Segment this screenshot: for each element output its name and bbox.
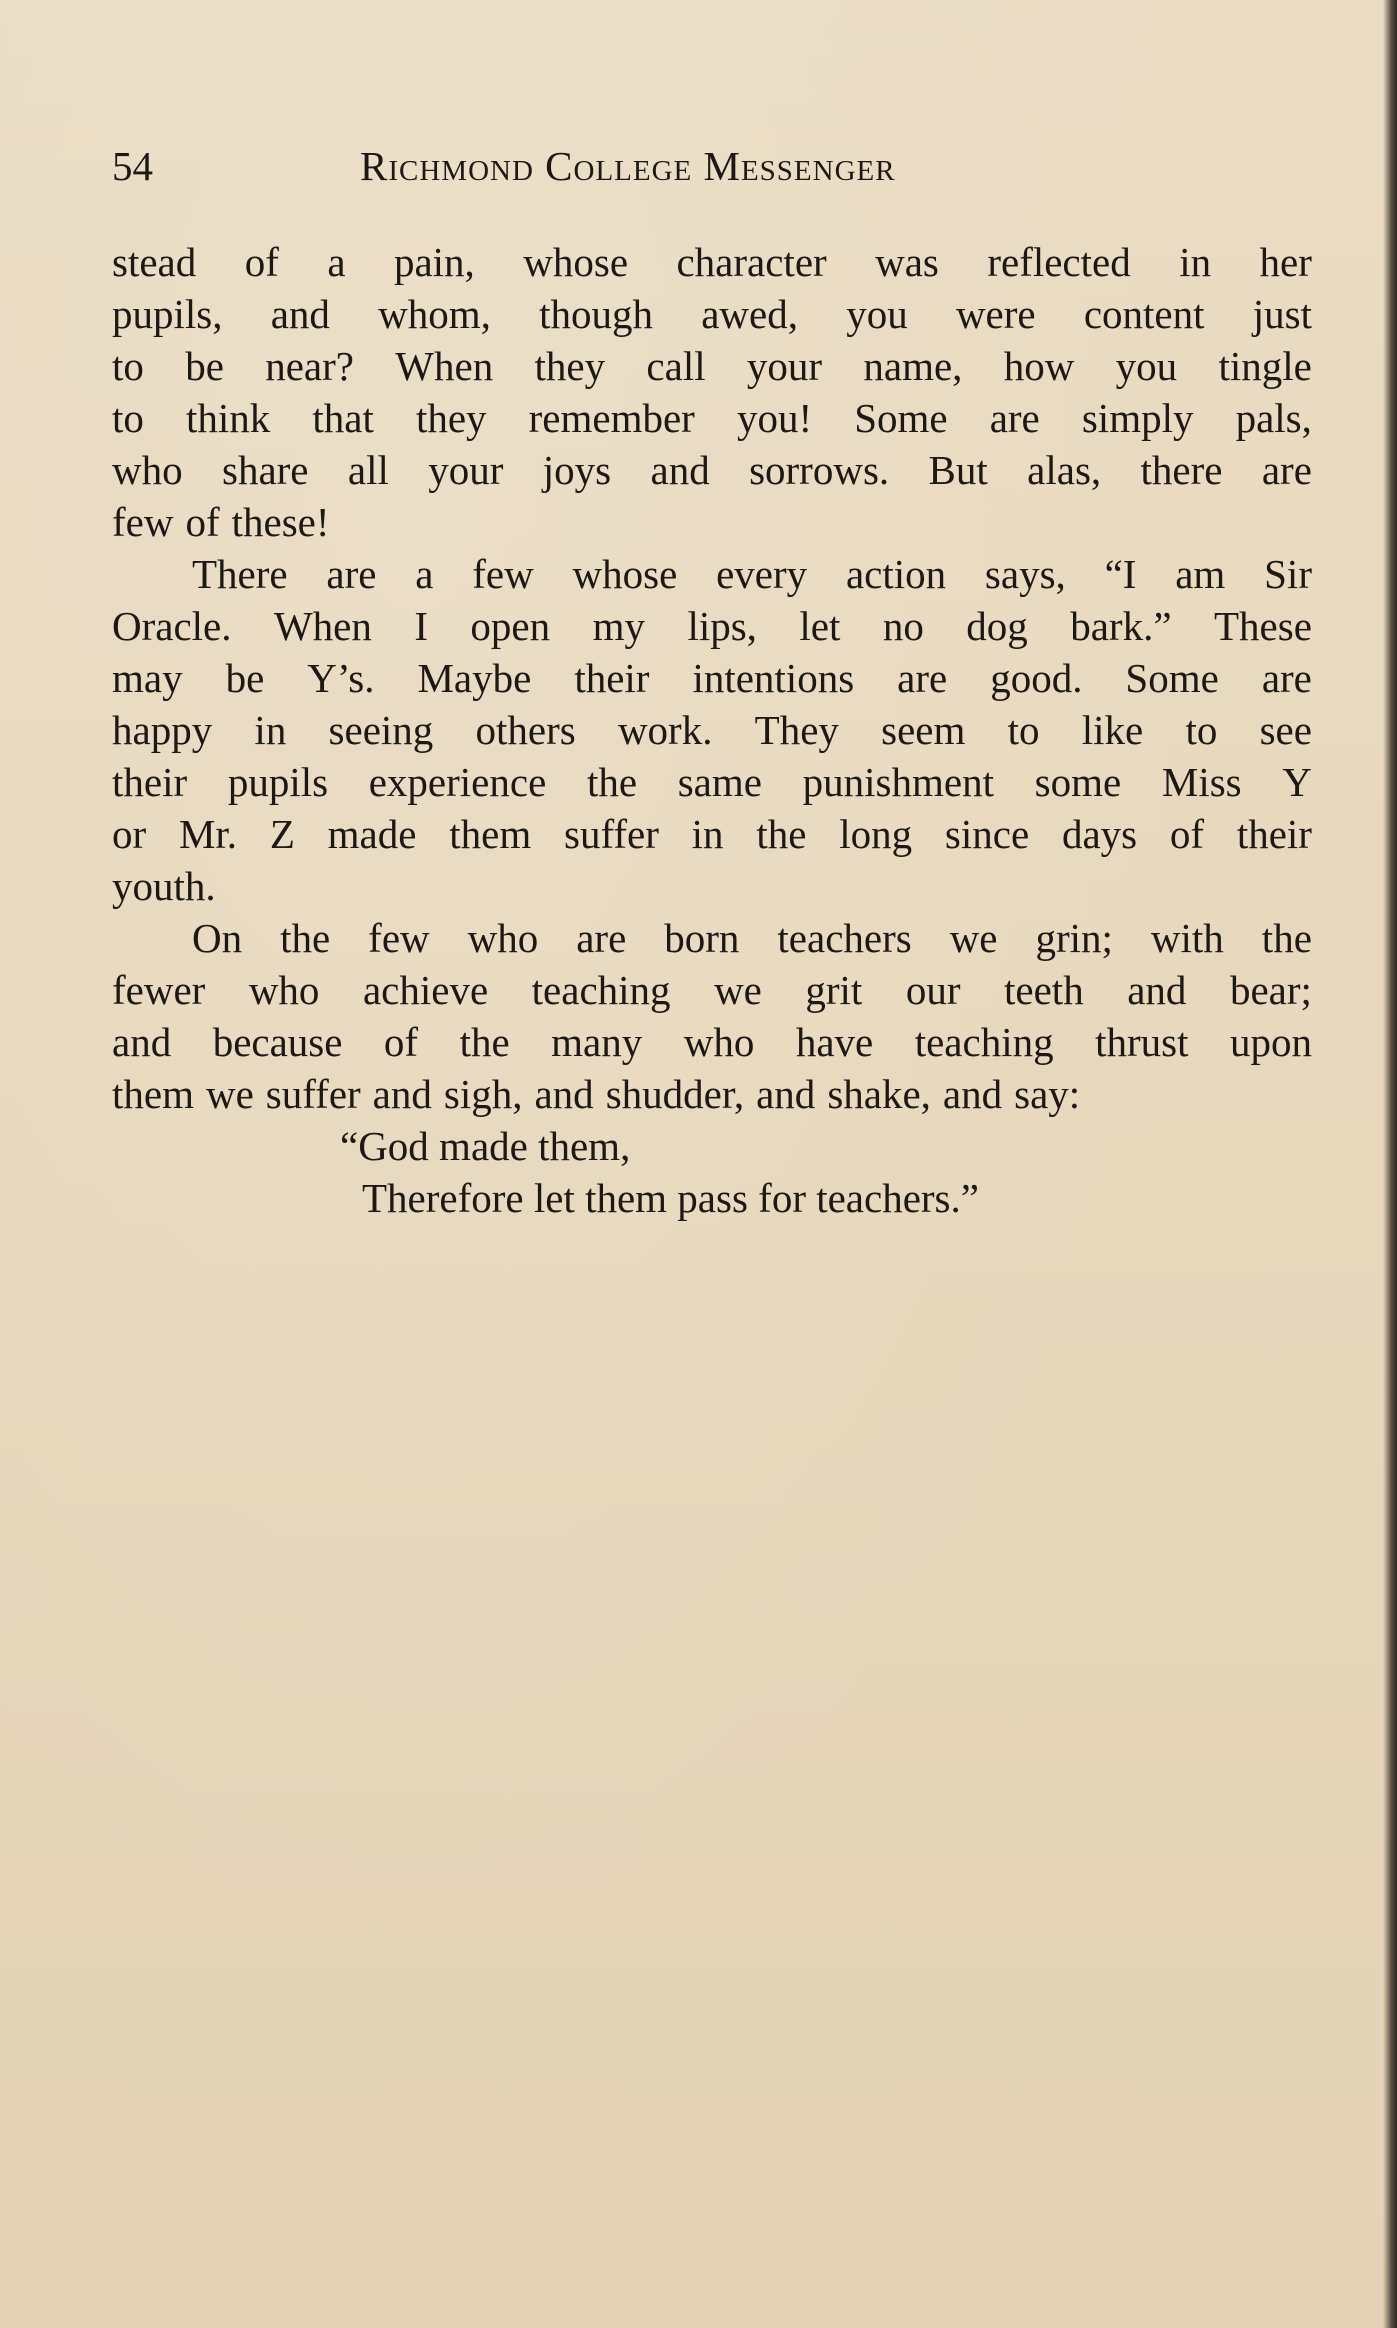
word: few xyxy=(472,551,534,597)
text-line xyxy=(112,1068,1312,1120)
word: good. xyxy=(990,655,1083,701)
word: happy xyxy=(112,707,213,753)
word: and xyxy=(112,1019,172,1065)
word: Maybe xyxy=(417,655,532,701)
text-line xyxy=(112,600,1312,652)
word: experience xyxy=(368,759,547,805)
word: these! xyxy=(231,499,330,545)
word: them xyxy=(449,811,532,857)
word: just xyxy=(1252,291,1312,337)
word: long xyxy=(839,811,913,857)
word: Some xyxy=(854,395,948,441)
word: thrust xyxy=(1095,1019,1189,1065)
word: But xyxy=(928,447,988,493)
word: in xyxy=(254,707,287,753)
word: our xyxy=(905,967,961,1013)
word: and xyxy=(372,1071,432,1117)
word: though xyxy=(539,291,654,337)
word: are xyxy=(989,395,1040,441)
word: sigh, xyxy=(443,1071,523,1117)
word: no xyxy=(882,603,924,649)
word: may xyxy=(112,655,183,701)
text-line xyxy=(112,704,1312,756)
word: of xyxy=(1169,811,1205,857)
text-line xyxy=(112,808,1312,860)
text-line xyxy=(112,1016,1312,1068)
word: grit xyxy=(805,967,863,1013)
word: they xyxy=(534,343,606,389)
word: Y xyxy=(1282,759,1312,805)
word: the xyxy=(459,1019,510,1065)
word: name, xyxy=(863,343,963,389)
word: bear; xyxy=(1229,967,1312,1013)
word: and xyxy=(1127,967,1187,1013)
word: are xyxy=(897,655,948,701)
paragraph xyxy=(112,236,1312,548)
word: who xyxy=(248,967,320,1013)
word: Mr. xyxy=(178,811,238,857)
word: of xyxy=(244,239,279,285)
word: When xyxy=(395,343,494,389)
word: When xyxy=(273,603,372,649)
word: reflected xyxy=(987,239,1131,285)
word: call xyxy=(646,343,706,389)
word: made xyxy=(327,811,417,857)
word: am xyxy=(1175,551,1226,597)
word: the xyxy=(280,915,331,961)
running-head xyxy=(112,138,1312,198)
word: in xyxy=(691,811,724,857)
word: was xyxy=(875,239,939,285)
word: their xyxy=(112,759,188,805)
word: the xyxy=(1261,915,1312,961)
word: to xyxy=(1007,707,1040,753)
word: teaching xyxy=(531,967,671,1013)
word: many xyxy=(551,1019,643,1065)
word: dog xyxy=(966,603,1028,649)
word: alas, xyxy=(1027,447,1102,493)
word: few xyxy=(112,499,174,545)
word: you xyxy=(846,291,908,337)
word: days xyxy=(1061,811,1138,857)
paragraph xyxy=(112,912,1312,1120)
word: some xyxy=(1034,759,1122,805)
word: and xyxy=(942,1071,1003,1117)
text-line xyxy=(112,288,1312,340)
text-line xyxy=(112,392,1312,444)
word: seem xyxy=(881,707,966,753)
text-line xyxy=(112,236,1312,288)
verse-line: “God made them, xyxy=(340,1123,631,1169)
word: have xyxy=(795,1019,874,1065)
word: a xyxy=(327,239,346,285)
word: their xyxy=(1236,811,1312,857)
word: and xyxy=(650,447,710,493)
word: be xyxy=(225,655,265,701)
word: Oracle. xyxy=(112,603,232,649)
word: Miss xyxy=(1161,759,1242,805)
word: them xyxy=(112,1071,194,1117)
word: Z xyxy=(269,811,295,857)
word: see xyxy=(1259,707,1312,753)
verse-line: Therefore let them pass for teachers.” xyxy=(362,1175,979,1221)
word: action xyxy=(845,551,947,597)
word: in xyxy=(1179,239,1212,285)
word: are xyxy=(1261,655,1312,701)
word: who xyxy=(683,1019,755,1065)
word: teeth xyxy=(1004,967,1084,1013)
text-line xyxy=(112,756,1312,808)
word: because xyxy=(212,1019,343,1065)
word: to xyxy=(112,343,144,389)
text-line xyxy=(112,652,1312,704)
word: you xyxy=(1115,343,1178,389)
word: or xyxy=(112,811,147,857)
word: and xyxy=(534,1071,594,1117)
word: the xyxy=(756,811,807,857)
word: think xyxy=(186,395,271,441)
word: simply xyxy=(1081,395,1194,441)
word: punishment xyxy=(802,759,994,805)
word: youth. xyxy=(112,863,216,909)
word: whose xyxy=(572,551,678,597)
word: Some xyxy=(1125,655,1219,701)
word: teaching xyxy=(914,1019,1054,1065)
word: every xyxy=(716,551,808,597)
paragraph xyxy=(112,548,1312,912)
word: shake, xyxy=(827,1071,931,1117)
word: and xyxy=(270,291,330,337)
word: upon xyxy=(1229,1019,1312,1065)
word: your xyxy=(428,447,504,493)
word: since xyxy=(944,811,1030,857)
word: say: xyxy=(1014,1071,1081,1117)
word: open xyxy=(470,603,551,649)
word: remember xyxy=(528,395,695,441)
word: grin; xyxy=(1035,915,1113,961)
word: the xyxy=(586,759,638,805)
word: we xyxy=(949,915,998,961)
word: your xyxy=(746,343,823,389)
word: are xyxy=(326,551,377,597)
text-line xyxy=(112,496,1312,548)
word: that xyxy=(312,395,374,441)
word: share xyxy=(221,447,309,493)
word: They xyxy=(754,707,839,753)
word: and xyxy=(756,1071,816,1117)
word: I xyxy=(414,603,428,649)
word: These xyxy=(1214,603,1312,649)
body-text xyxy=(112,236,1312,1224)
word: intentions xyxy=(692,655,855,701)
word: work. xyxy=(617,707,713,753)
word: achieve xyxy=(362,967,489,1013)
word: pupils xyxy=(227,759,329,805)
word: who xyxy=(112,447,183,493)
text-line xyxy=(112,548,1312,600)
text-line xyxy=(112,444,1312,496)
word: bark.” xyxy=(1070,603,1172,649)
word: “I xyxy=(1104,551,1137,597)
word: sorrows. xyxy=(749,447,890,493)
word: pals, xyxy=(1235,395,1312,441)
word: near? xyxy=(265,343,354,389)
word: There xyxy=(192,551,288,597)
word: suffer xyxy=(564,811,659,857)
word: let xyxy=(799,603,841,649)
word: pain, xyxy=(393,239,475,285)
word: we xyxy=(714,967,762,1013)
word: all xyxy=(347,447,389,493)
word: my xyxy=(592,603,645,649)
word: they xyxy=(415,395,487,441)
page-edge-shadow xyxy=(1383,0,1397,2328)
word: whose xyxy=(523,239,629,285)
word: her xyxy=(1259,239,1312,285)
word: character xyxy=(676,239,827,285)
word: shudder, xyxy=(605,1071,745,1117)
journal-title: Richmond College Messenger xyxy=(360,143,896,189)
word: of xyxy=(383,1019,419,1065)
word: Y’s. xyxy=(307,655,375,701)
word: who xyxy=(467,915,539,961)
text-line xyxy=(112,340,1312,392)
word: born xyxy=(664,915,740,961)
word: content xyxy=(1083,291,1205,337)
word: says, xyxy=(984,551,1066,597)
word: teachers xyxy=(777,915,912,961)
word: a xyxy=(415,551,434,597)
word: how xyxy=(1003,343,1075,389)
word: joys xyxy=(542,447,612,493)
word: awed, xyxy=(701,291,798,337)
word: whom, xyxy=(378,291,491,337)
word: their xyxy=(574,655,650,701)
word: On xyxy=(192,915,243,961)
word: suffer xyxy=(265,1071,361,1117)
word: you! xyxy=(736,395,813,441)
word: tingle xyxy=(1218,343,1312,389)
word: others xyxy=(475,707,576,753)
word: to xyxy=(1185,707,1218,753)
word: there xyxy=(1140,447,1223,493)
text-line xyxy=(112,912,1312,964)
word: are xyxy=(576,915,627,961)
text-line xyxy=(112,964,1312,1016)
word: are xyxy=(1261,447,1312,493)
page-number: 54 xyxy=(112,143,153,189)
text-line xyxy=(112,860,1312,912)
word: lips, xyxy=(687,603,757,649)
word: fewer xyxy=(112,967,206,1013)
word: pupils, xyxy=(112,291,223,337)
word: few xyxy=(368,915,430,961)
word: of xyxy=(185,499,220,545)
word: to xyxy=(112,395,144,441)
word: we xyxy=(205,1071,254,1117)
word: like xyxy=(1081,707,1144,753)
word: same xyxy=(677,759,762,805)
word: seeing xyxy=(328,707,434,753)
word: were xyxy=(955,291,1036,337)
word: be xyxy=(185,343,224,389)
word: Sir xyxy=(1264,551,1312,597)
word: stead xyxy=(112,239,197,285)
word: with xyxy=(1150,915,1224,961)
